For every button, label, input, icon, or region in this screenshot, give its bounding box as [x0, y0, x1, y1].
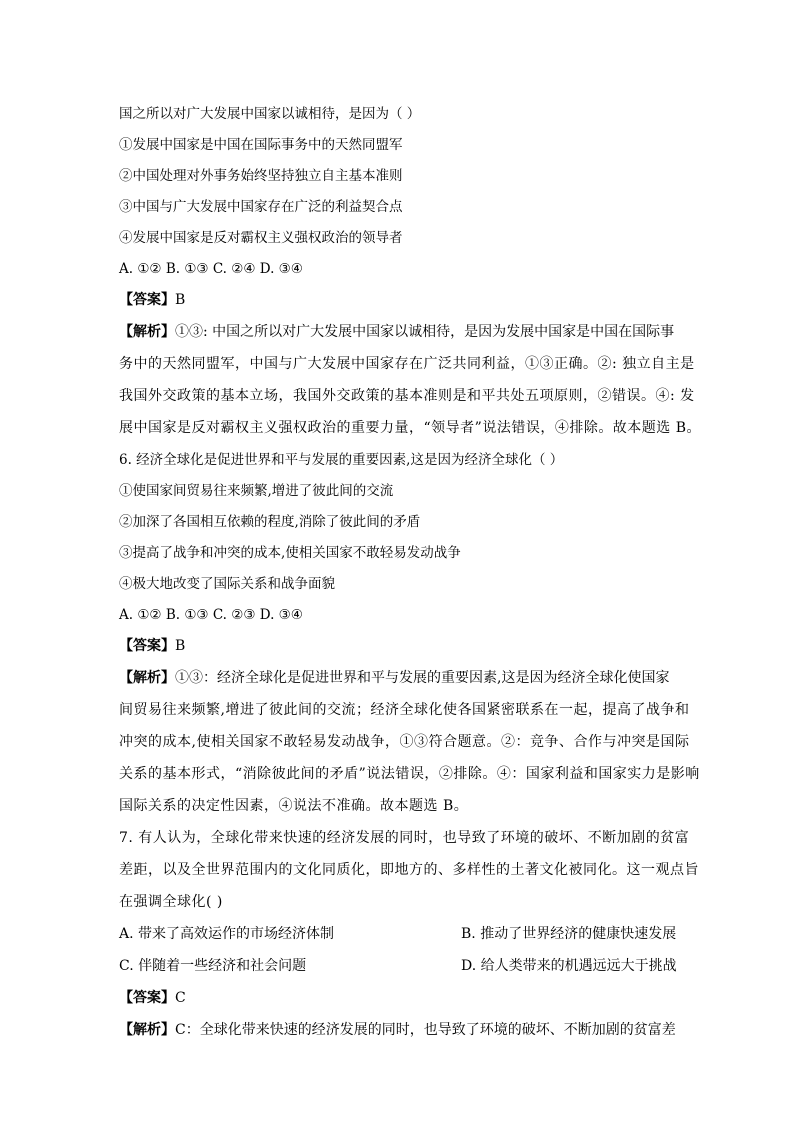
q6-option-3: ③提高了战争和冲突的成本,使相关国家不敢轻易发动战争	[119, 545, 461, 561]
q5-answer	[119, 290, 185, 310]
q6-analysis-line-5: 国际关系的决定性因素，④说法不准确。故本题选 B。	[119, 798, 469, 814]
q7-options-row-2	[119, 956, 679, 976]
analysis-label: 【解析】	[119, 670, 175, 686]
analysis-text: ①③: 中国之所以对广大发展中国家以诚相待，是因为发展中国家是中国在国际事	[175, 324, 675, 340]
q5-choices: A. ①② B. ①③ C. ②④ D. ③④	[119, 261, 303, 277]
q5-option-3: ③中国与广大发展中国家存在广泛的利益契合点	[119, 199, 403, 215]
q6-analysis-line-4: 关系的基本形式，“消除彼此间的矛盾”说法错误，②排除。④：国家利益和国家实力是影响	[119, 766, 700, 782]
q6-option-1: ①使国家间贸易往来频繁,增进了彼此间的交流	[119, 483, 394, 499]
q5-analysis-line-4: 展中国家是反对霸权主义强权政治的重要力量，“领导者”说法错误，④排除。故本题选 B。	[119, 420, 702, 436]
q6-option-2: ②加深了各国相互依赖的程度,消除了彼此间的矛盾	[119, 514, 421, 530]
q5-option-1: ①发展中国家是中国在国际事务中的天然同盟军	[119, 137, 403, 153]
q7-analysis-line-1	[119, 1020, 676, 1040]
answer-value: C	[175, 990, 186, 1006]
q7-option-a: A. 带来了高效运作的市场经济体制	[119, 926, 335, 942]
q5-option-2: ②中国处理对外事务始终坚持独立自主基本准则	[119, 168, 403, 184]
answer-value: B	[175, 638, 186, 654]
q6-analysis-line-3: 冲突的成本,使相关国家不敢轻易发动战争，①③符合题意。②：竞争、合作与冲突是国际	[119, 734, 690, 750]
q7-option-b: B. 推动了世界经济的健康快速发展	[461, 926, 677, 942]
q7-options-row-1	[119, 924, 679, 944]
q7-option-c: C. 伴随着一些经济和社会问题	[119, 958, 307, 974]
q5-analysis-line-2: 务中的天然同盟军，中国与广大发展中国家存在广泛共同利益，①③正确。②: 独立自主是	[119, 356, 695, 372]
answer-label: 【答案】	[119, 990, 175, 1006]
analysis-text: ①③：经济全球化是促进世界和平与发展的重要因素,这是因为经济全球化使国家	[175, 670, 670, 686]
analysis-text: C：全球化带来快速的经济发展的同时，也导致了环境的破坏、不断加剧的贫富差	[175, 1022, 676, 1038]
answer-label: 【答案】	[119, 638, 175, 654]
answer-value: B	[175, 292, 186, 308]
q7-stem-line-1: 7. 有人认为，全球化带来快速的经济发展的同时，也导致了环境的破坏、不断加剧的贫富	[119, 830, 690, 846]
q6-analysis-line-1	[119, 668, 669, 688]
q5-analysis-line-1	[119, 322, 674, 342]
analysis-label: 【解析】	[119, 324, 175, 340]
q6-answer	[119, 636, 185, 656]
q7-stem-line-3: 在强调全球化( )	[119, 894, 223, 910]
q7-stem-line-2: 差距，以及全世界范围内的文化同质化，即地方的、多样性的土著文化被同化。这一观点旨	[119, 862, 699, 878]
q7-answer	[119, 988, 186, 1008]
q7-option-d: D. 给人类带来的机遇远远大于挑战	[461, 958, 677, 974]
q6-analysis-line-2: 间贸易往来频繁,增进了彼此间的交流；经济全球化使各国紧密联系在一起，提高了战争和	[119, 702, 690, 718]
q6-option-4: ④极大地改变了国际关系和战争面貌	[119, 576, 335, 592]
q6-stem: 6. 经济全球化是促进世界和平与发展的重要因素,这是因为经济全球化（ ）	[119, 452, 564, 468]
q5-analysis-line-3: 我国外交政策的基本立场，我国外交政策的基本准则是和平共处五项原则，②错误。④: 发	[119, 388, 695, 404]
q5-stem: 国之所以对广大发展中国家以诚相待，是因为（ ）	[119, 106, 421, 122]
q6-choices: A. ①② B. ①③ C. ②③ D. ③④	[119, 607, 303, 623]
answer-label: 【答案】	[119, 292, 175, 308]
analysis-label: 【解析】	[119, 1022, 175, 1038]
q5-option-4: ④发展中国家是反对霸权主义强权政治的领导者	[119, 230, 403, 246]
